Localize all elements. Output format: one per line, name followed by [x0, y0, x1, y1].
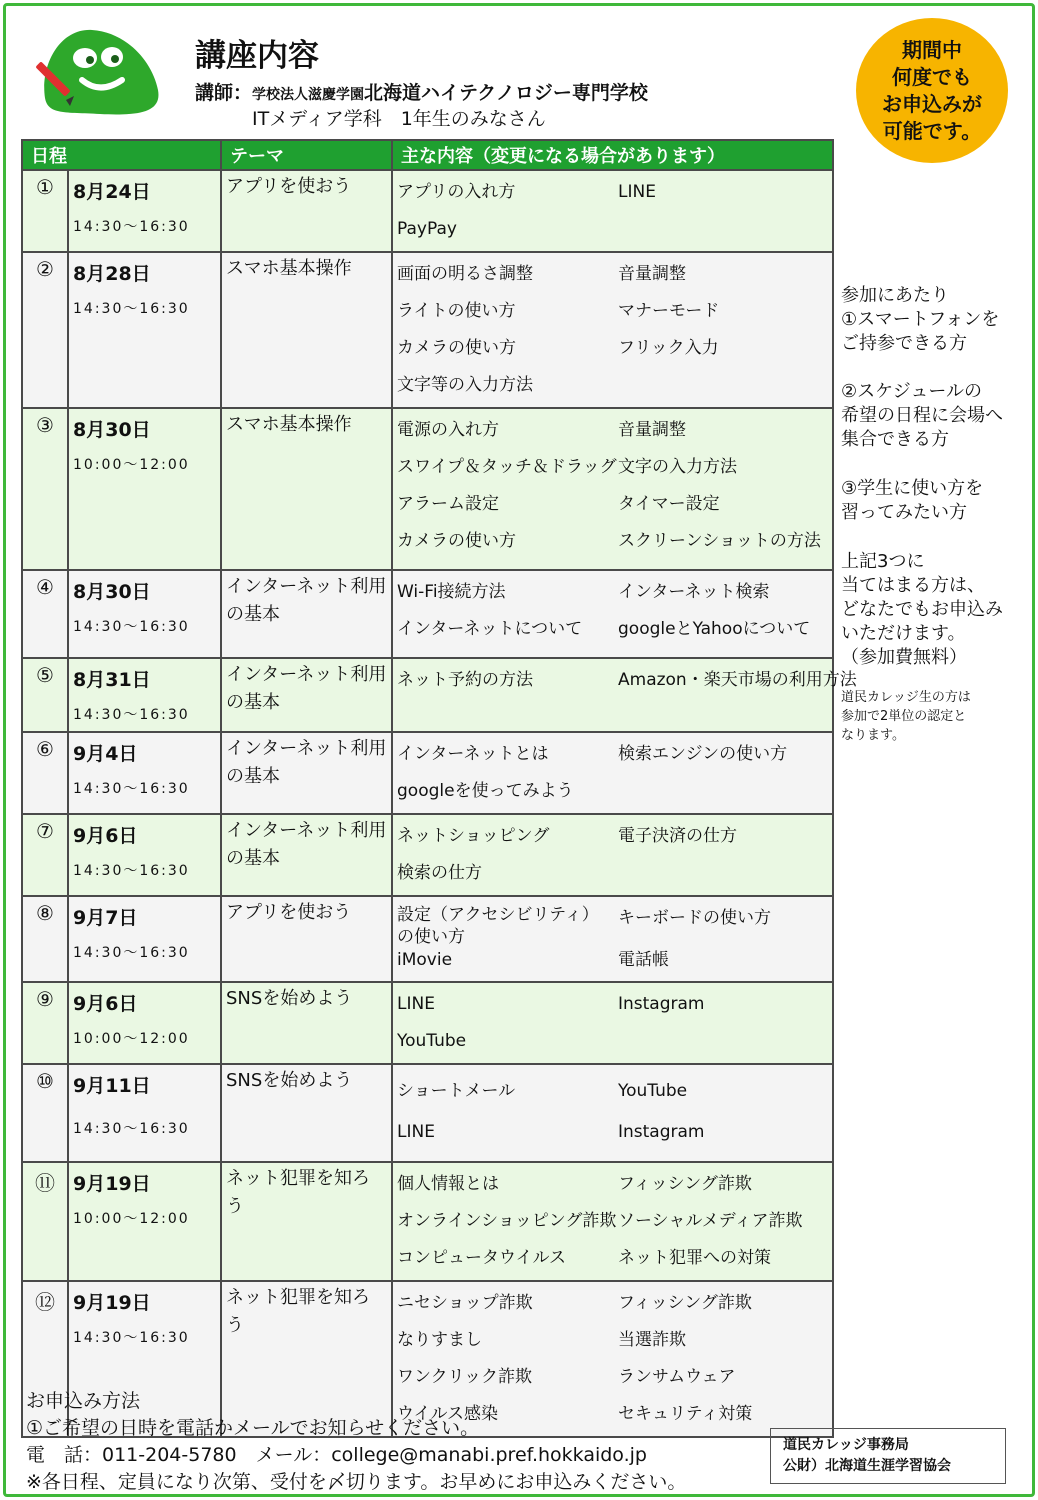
table-row: ⑦ 9月6日 14:30～16:30 インターネット利用の基本 ネットショッピング 電子決済の仕方 検索の仕方	[22, 814, 833, 896]
table-row: ① 8月24日 14:30～16:30 アプリを使おう アプリの入れ方 LINE PayPay	[22, 170, 833, 252]
header-content: 主な内容（変更になる場合があります）	[392, 140, 833, 170]
side-note: 参加にあたり ①スマートフォンを ご持参できる方	[841, 285, 1000, 354]
mascot-logo	[30, 20, 165, 120]
table-row: ③ 8月30日 10:00～12:00 スマホ基本操作 電源の入れ方 音量調整 スワイプ＆タッチ＆ドラッグ 文字の入力方法 アラーム設定 タイマー設定 カメラの使い方 スクリーンショットの方法	[22, 408, 833, 570]
header-theme: テーマ	[221, 140, 392, 170]
header-schedule: 日程	[22, 140, 221, 170]
table-row: ⑩ 9月11日 14:30～16:30 SNSを始めよう ショートメール YouTube LINE Instagram	[22, 1064, 833, 1162]
table-row: ⑫ 9月19日 14:30～16:30 ネット犯罪を知ろう ニセショップ詐欺 フィッシング詐欺 なりすまし 当選詐欺 ワンクリック詐欺 ランサムウェア ウイルス感染 セキュリティ対策	[22, 1281, 833, 1437]
application-badge: 期間中 何度でも お申込みが 可能です。	[856, 18, 1008, 163]
side-note: ③学生に使い方を 習ってみたい方	[841, 478, 984, 523]
office-box: 道民カレッジ事務局 公財）北海道生涯学習協会	[770, 1428, 1006, 1484]
table-row: ⑤ 8月31日 14:30～16:30 インターネット利用の基本 ネット予約の方法 Amazon・楽天市場の利用方法	[22, 658, 833, 732]
side-note: 上記3つに 当てはまる方は、 どなたでもお申込み いただけます。 （参加費無料）	[841, 551, 1003, 668]
table-row: ④ 8月30日 14:30～16:30 インターネット利用の基本 Wi-Fi接続方法 インターネット検索 インターネットについて googleとYahooについて	[22, 570, 833, 658]
contact-line: 電 話：011-204-5780 メール：college@manabi.pref.hokkaido.jp	[26, 1444, 647, 1466]
side-note: ②スケジュールの 希望の日程に会場へ 集合できる方	[841, 381, 1003, 450]
schedule-table	[21, 139, 857, 1438]
table-row: ⑨ 9月6日 10:00～12:00 SNSを始めよう LINE Instagram YouTube	[22, 982, 833, 1064]
side-credit-note: 道民カレッジ生の方は 参加で2単位の認定と なります。	[841, 690, 971, 743]
department-line: ITメディア学科 1年生のみなさん	[252, 108, 546, 130]
table-row: ② 8月28日 14:30～16:30 スマホ基本操作 画面の明るさ調整 音量調整 ライトの使い方 マナーモード カメラの使い方 フリック入力 文字等の入力方法	[22, 252, 833, 408]
table-row: ⑪ 9月19日 10:00～12:00 ネット犯罪を知ろう 個人情報とは フィッシング詐欺 オンラインショッピング詐欺 ソーシャルメディア詐欺 コンピュータウイルス ネット犯罪への対策	[22, 1162, 833, 1281]
lecturer-line: 講師：学校法人滋慶学園北海道ハイテクノロジー専門学校	[195, 82, 648, 104]
application-info: お申込み方法 ①ご希望の日時を電話かメールでお知らせください。 電 話：011-204-5780 メール：college@manabi.pref.hokkaido.jp ※各日程、定員になり次第、受付を〆切ります。お早めにお申込みください。	[26, 1390, 687, 1493]
table-row: ⑧ 9月7日 14:30～16:30 アプリを使おう 設定（アクセシビリティ）の使い方 キーボードの使い方 iMovie 電話帳	[22, 896, 833, 982]
page-title: 講座内容	[195, 38, 319, 74]
table-row: ⑥ 9月4日 14:30～16:30 インターネット利用の基本 インターネットとは 検索エンジンの使い方 googleを使ってみよう	[22, 732, 833, 814]
